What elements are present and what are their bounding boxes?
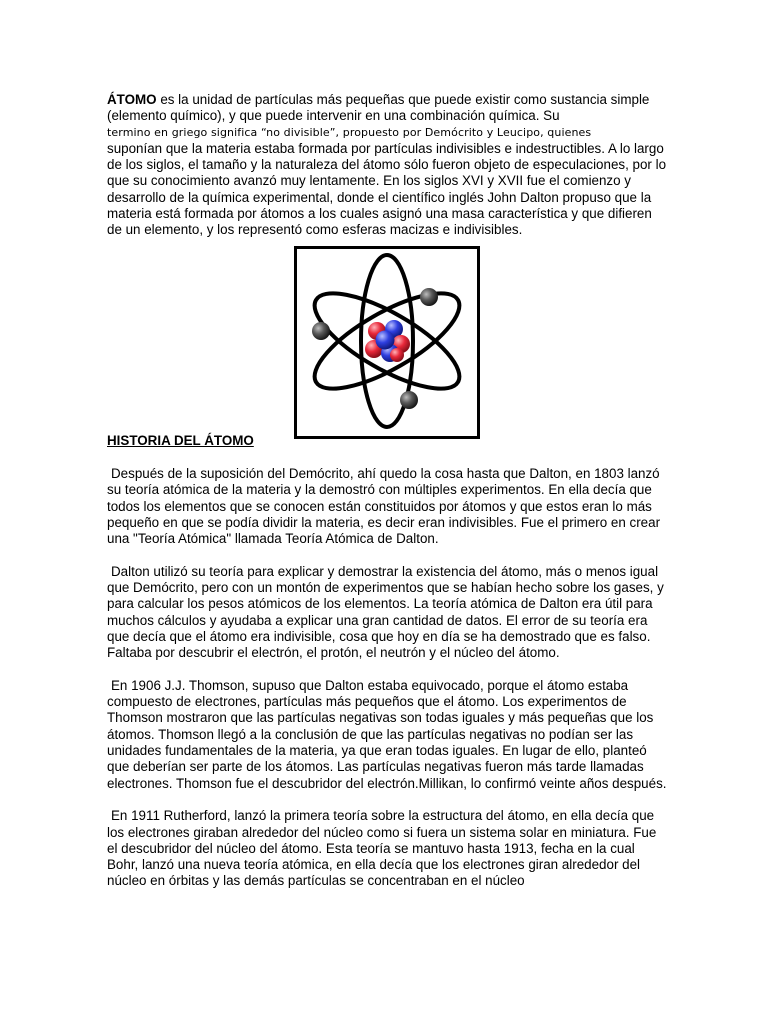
electron-right: [420, 288, 438, 306]
electron-bottom: [400, 391, 418, 409]
intro-rest: suponían que la materia estaba formada por partículas indivisibles e indestructibles. A lo largo de los siglos, el tamaño y la naturaleza del átomo sólo fueron objeto de especulaciones, por lo que su conocimiento avanzó muy lentamente. En los siglos XVI y XVII fue el comienzo y desarrollo de la química experimental, donde el científico inglés John Dalton propuso que la materia está formada por átomos a los cuales asignó una masa característica y que difieren de un elemento, y los representó como esferas macizas e indivisibles.: [107, 140, 667, 238]
atom-icon: [297, 249, 477, 436]
history-paragraph-4: En 1911 Rutherford, lanzó la primera teoría sobre la estructura del átomo, en ella decía que los electrones giraban alrededor del núcleo como si fuera un sistema solar en miniatura. Fue el descubridor del núcleo del átomo. Esta teoría se mantuvo hasta 1913, fecha en la cual Bohr, lanzó una nueva teoría atómica, en ella decía que los electrones giran alrededor del núcleo en órbitas y las demás partículas se concentraban en el núcleo: [107, 808, 657, 889]
atom-figure: [294, 246, 480, 439]
intro-text: [107, 92, 667, 239]
nucleus: [365, 320, 410, 362]
history-paragraph-1: Después de la suposición del Demócrito, ahí quedo la cosa hasta que Dalton, en 1803 lanzó su teoría atómica de la materia y la demostró con múltiples experimentos. En ella decía que todos los elementos que se conocen están constituidos por átomos y que estos eran lo más pequeño en que se podía dividir la materia, es decir eran indivisibles. Fue el primero en crear una "Teoría Atómica" llamada Teoría Atómica de Dalton.: [107, 466, 661, 547]
intro-lead-term: ÁTOMO: [107, 92, 157, 107]
history-paragraph-3: En 1906 J.J. Thomson, supuso que Dalton estaba equivocado, porque el átomo estaba compuesto de electrones, partículas más pequeños que el átomo. Los experimentos de Thomson mostraron que las partículas negativas son todas iguales y más pequeñas que los átomos. Thomson llegó a la conclusión de que las partículas negativas no podían ser las unidades fundamentales de la materia, ya que eran todas iguales. En lugar de ello, planteó que deberían ser parte de los átomos. Las partículas negativas fueron más tarde llamadas electrones. Thomson fue el descubridor del electrón.Millikan, lo confirmó veinte años después.: [107, 677, 667, 791]
history-paragraph-2: Dalton utilizó su teoría para explicar y demostrar la existencia del átomo, más o menos igual que Demócrito, pero con un montón de experimentos que se habían hecho sobre los gases, y para calcular los pesos atómicos de los elementos. La teoría atómica de Dalton era útil para muchos cálculos y ayudaba a explicar una gran cantidad de datos. El error de su teoría era que decía que el átomo era indivisible, cosa que hoy en día se ha demostrado que es falso. Faltaba por descubrir el electrón, el protón, el neutrón y el núcleo del átomo.: [107, 563, 664, 661]
history-body: [107, 466, 667, 906]
intro-paragraph: [107, 92, 667, 239]
intro-small-line: termino en griego significa “no divisible”, propuesto por Demócrito y Leucipo, quienes: [107, 125, 592, 139]
history-heading: HISTORIA DEL ÁTOMO: [107, 433, 254, 448]
intro-line1: es la unidad de partículas más pequeñas que puede existir como sustancia simple (elemento químico), y que puede intervenir en una combinación química. Su: [107, 92, 650, 124]
electron-left: [312, 322, 330, 340]
